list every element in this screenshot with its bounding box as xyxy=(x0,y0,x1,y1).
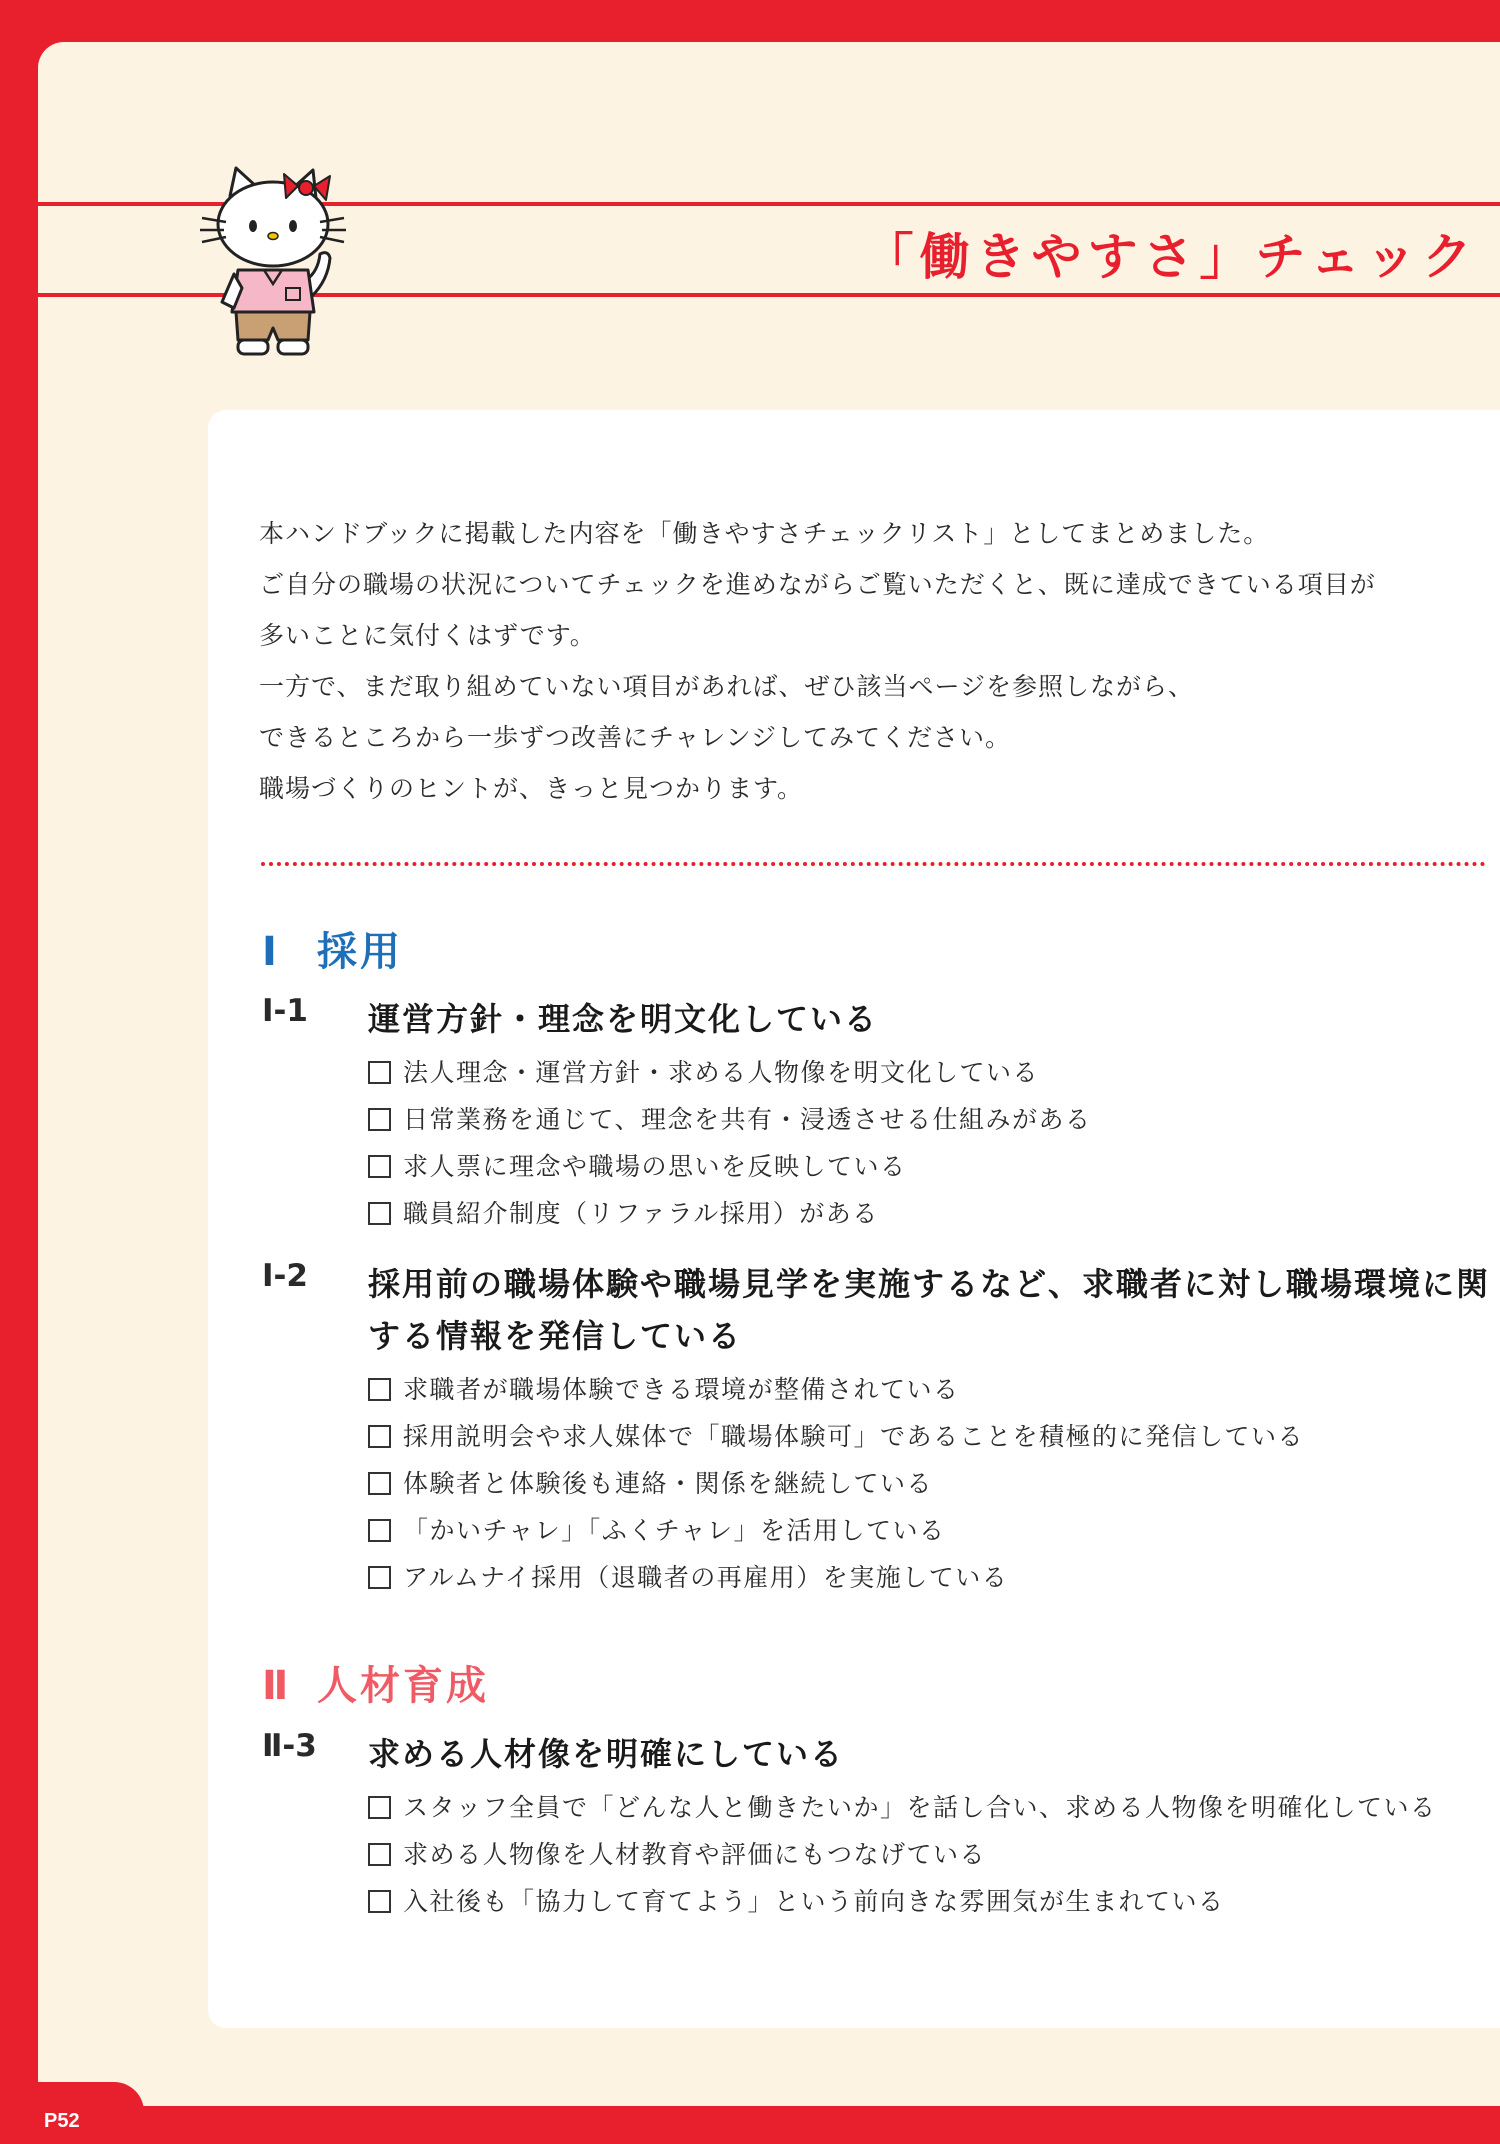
section-number: Ⅱ xyxy=(262,1663,292,1709)
check-list xyxy=(368,1784,1500,1925)
intro-text xyxy=(259,508,1500,814)
checkbox[interactable] xyxy=(368,1061,391,1084)
kitty-mascot-illustration xyxy=(198,162,348,362)
intro-line: できるところから一歩ずつ改善にチャレンジしてみてください。 xyxy=(259,723,1012,752)
intro-line: 一方で、まだ取り組めていない項目があれば、ぜひ該当ページを参照しながら、 xyxy=(259,672,1195,701)
check-label: 求める人物像を人材教育や評価にもつなげている xyxy=(403,1840,987,1869)
check-label: 法人理念・運営方針・求める人物像を明文化している xyxy=(403,1058,1040,1087)
dotted-divider xyxy=(261,862,1486,866)
check-row xyxy=(368,1460,1500,1507)
intro-line: 多いことに気付くはずです。 xyxy=(259,621,596,650)
item-code: Ⅱ-3 xyxy=(262,1728,317,1764)
check-label: 入社後も「協力して育てよう」という前向きな雰囲気が生まれている xyxy=(403,1887,1225,1916)
check-label: 「かいチャレ」「ふくチャレ」を活用している xyxy=(403,1516,946,1545)
check-label: 日常業務を通じて、理念を共有・浸透させる仕組みがある xyxy=(403,1105,1092,1134)
page-title: 「働きやすさ」チェック xyxy=(863,228,1478,286)
check-row xyxy=(368,1143,1500,1190)
checkbox[interactable] xyxy=(368,1890,391,1913)
check-list xyxy=(368,1049,1500,1237)
check-row xyxy=(368,1507,1500,1554)
checkbox[interactable] xyxy=(368,1378,391,1401)
checkbox[interactable] xyxy=(368,1472,391,1495)
page-sheet xyxy=(38,42,1500,2132)
item-code: Ⅰ-1 xyxy=(262,993,308,1029)
check-row xyxy=(368,1784,1500,1831)
section-heading-training xyxy=(262,1654,489,1711)
item-heading: 求める人材像を明確にしている xyxy=(368,1735,845,1773)
check-label: アルムナイ採用（退職者の再雇用）を実施している xyxy=(403,1563,1009,1592)
checkbox[interactable] xyxy=(368,1425,391,1448)
intro-line: 職場づくりのヒントが、きっと見つかります。 xyxy=(259,774,804,803)
check-row xyxy=(368,1878,1500,1925)
checkbox[interactable] xyxy=(368,1155,391,1178)
check-label: 体験者と体験後も連絡・関係を継続している xyxy=(403,1469,934,1498)
section-title: 採用 xyxy=(317,929,403,975)
item-code: Ⅰ-2 xyxy=(262,1258,308,1294)
intro-line: 本ハンドブックに掲載した内容を「働きやすさチェックリスト」としてまとめました。 xyxy=(259,519,1270,548)
section-heading-recruitment xyxy=(262,920,403,977)
item-heading: 採用前の職場体験や職場見学を実施するなど、求職者に対し職場環境に関する情報を発信している xyxy=(368,1265,1491,1355)
check-row xyxy=(368,1190,1500,1237)
check-row xyxy=(368,1366,1500,1413)
checkbox[interactable] xyxy=(368,1519,391,1542)
section-number: Ⅰ xyxy=(262,929,280,975)
checkbox[interactable] xyxy=(368,1202,391,1225)
item-heading: 運営方針・理念を明文化している xyxy=(368,1000,879,1038)
check-row xyxy=(368,1831,1500,1878)
page-number-tab xyxy=(38,2082,144,2144)
check-row xyxy=(368,1049,1500,1096)
section-title: 人材育成 xyxy=(317,1663,489,1709)
checkbox[interactable] xyxy=(368,1108,391,1131)
check-list xyxy=(368,1366,1500,1601)
check-label: 職員紹介制度（リファラル採用）がある xyxy=(403,1199,879,1228)
checklist-item xyxy=(262,1258,1500,1601)
check-row xyxy=(368,1554,1500,1601)
check-row xyxy=(368,1096,1500,1143)
checkbox[interactable] xyxy=(368,1796,391,1819)
checkbox[interactable] xyxy=(368,1566,391,1589)
checklist-item xyxy=(262,993,1500,1237)
checkbox[interactable] xyxy=(368,1843,391,1866)
check-row xyxy=(368,1413,1500,1460)
checklist-item xyxy=(262,1728,1500,1925)
check-label: 採用説明会や求人媒体で「職場体験可」であることを積極的に発信している xyxy=(403,1422,1305,1451)
check-label: スタッフ全員で「どんな人と働きたいか」を話し合い、求める人物像を明確化している xyxy=(403,1793,1437,1822)
intro-line: ご自分の職場の状況についてチェックを進めながらご覧いただくと、既に達成できている項目が xyxy=(259,570,1376,599)
page-number: P52 xyxy=(44,2110,80,2132)
checklist-card xyxy=(208,410,1500,2028)
check-label: 求職者が職場体験できる環境が整備されている xyxy=(403,1375,960,1404)
check-label: 求人票に理念や職場の思いを反映している xyxy=(403,1152,907,1181)
